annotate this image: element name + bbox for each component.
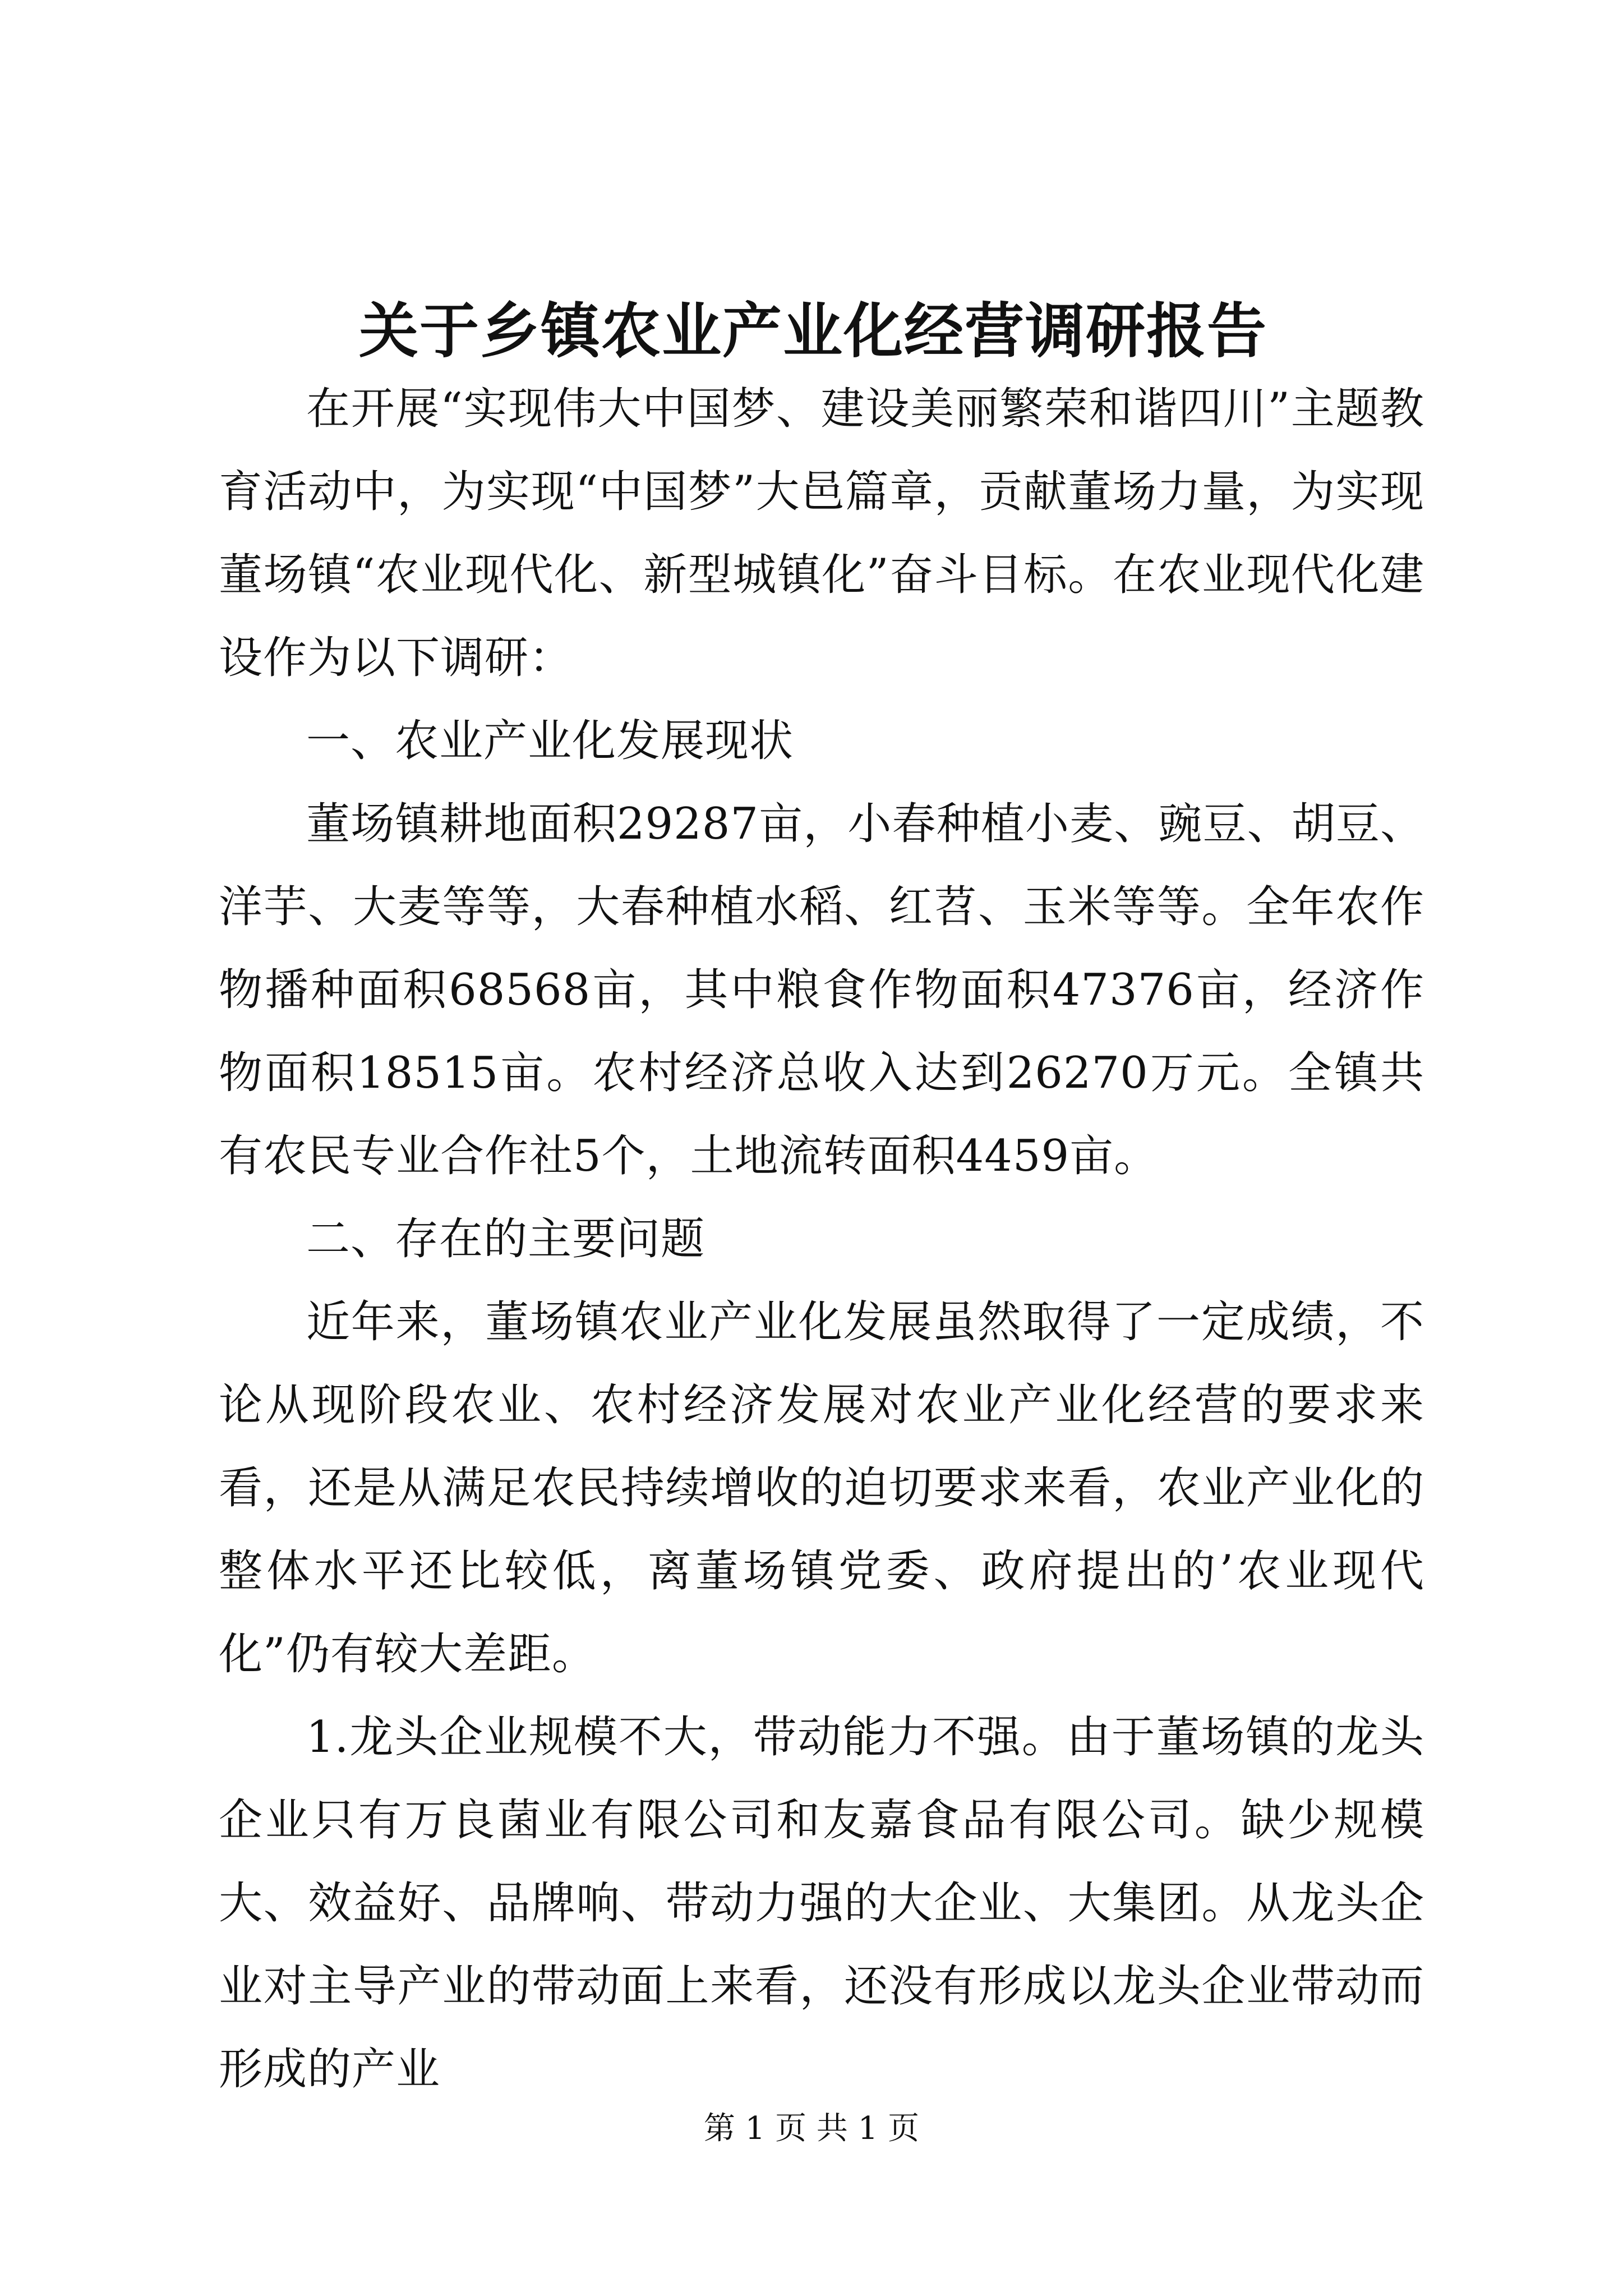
paragraph-intro: 在开展“实现伟大中国梦、建设美丽繁荣和谐四川”主题教育活动中，为实现“中国梦”大邑篇章，贡献董场力量，为实现董场镇“农业现代化、新型城镇化”奋斗目标。在农业现代化建设作为以下调研：: [219, 384, 1424, 683]
section-heading-1: 一、农业产业化发展现状: [306, 716, 794, 766]
page-footer: 第 1 页 共 1 页: [703, 2110, 920, 2147]
section-heading-2: 二、存在的主要问题: [306, 1214, 706, 1264]
document-title: 关于乡镇农业产业化经营调研报告: [359, 296, 1267, 366]
paragraph-problem-1: 1.龙头企业规模不大，带动能力不强。由于董场镇的龙头企业只有万良菌业有限公司和友嘉食品有限公司。缺少规模大、效益好、品牌响、带动力强的大企业、大集团。从龙头企业对主导产业的带动面上来看，还没有形成以龙头企业带动而形成的产业: [219, 1712, 1424, 2095]
paragraph-status: 董场镇耕地面积29287亩，小春种植小麦、豌豆、胡豆、洋芋、大麦等等，大春种植水稻、红苕、玉米等等。全年农作物播种面积68568亩，其中粮食作物面积47376亩，经济作物面积18515亩。农村经济总收入达到26270万元。全镇共有农民专业合作社5个，土地流转面积4459亩。: [219, 799, 1424, 1181]
document-body: [219, 367, 1424, 2111]
paragraph-problems: 近年来，董场镇农业产业化发展虽然取得了一定成绩，不论从现阶段农业、农村经济发展对农业产业化经营的要求来看，还是从满足农民持续增收的迫切要求来看，农业产业化的整体水平还比较低，离董场镇党委、政府提出的’农业现代化”仍有较大差距。: [219, 1297, 1424, 1680]
